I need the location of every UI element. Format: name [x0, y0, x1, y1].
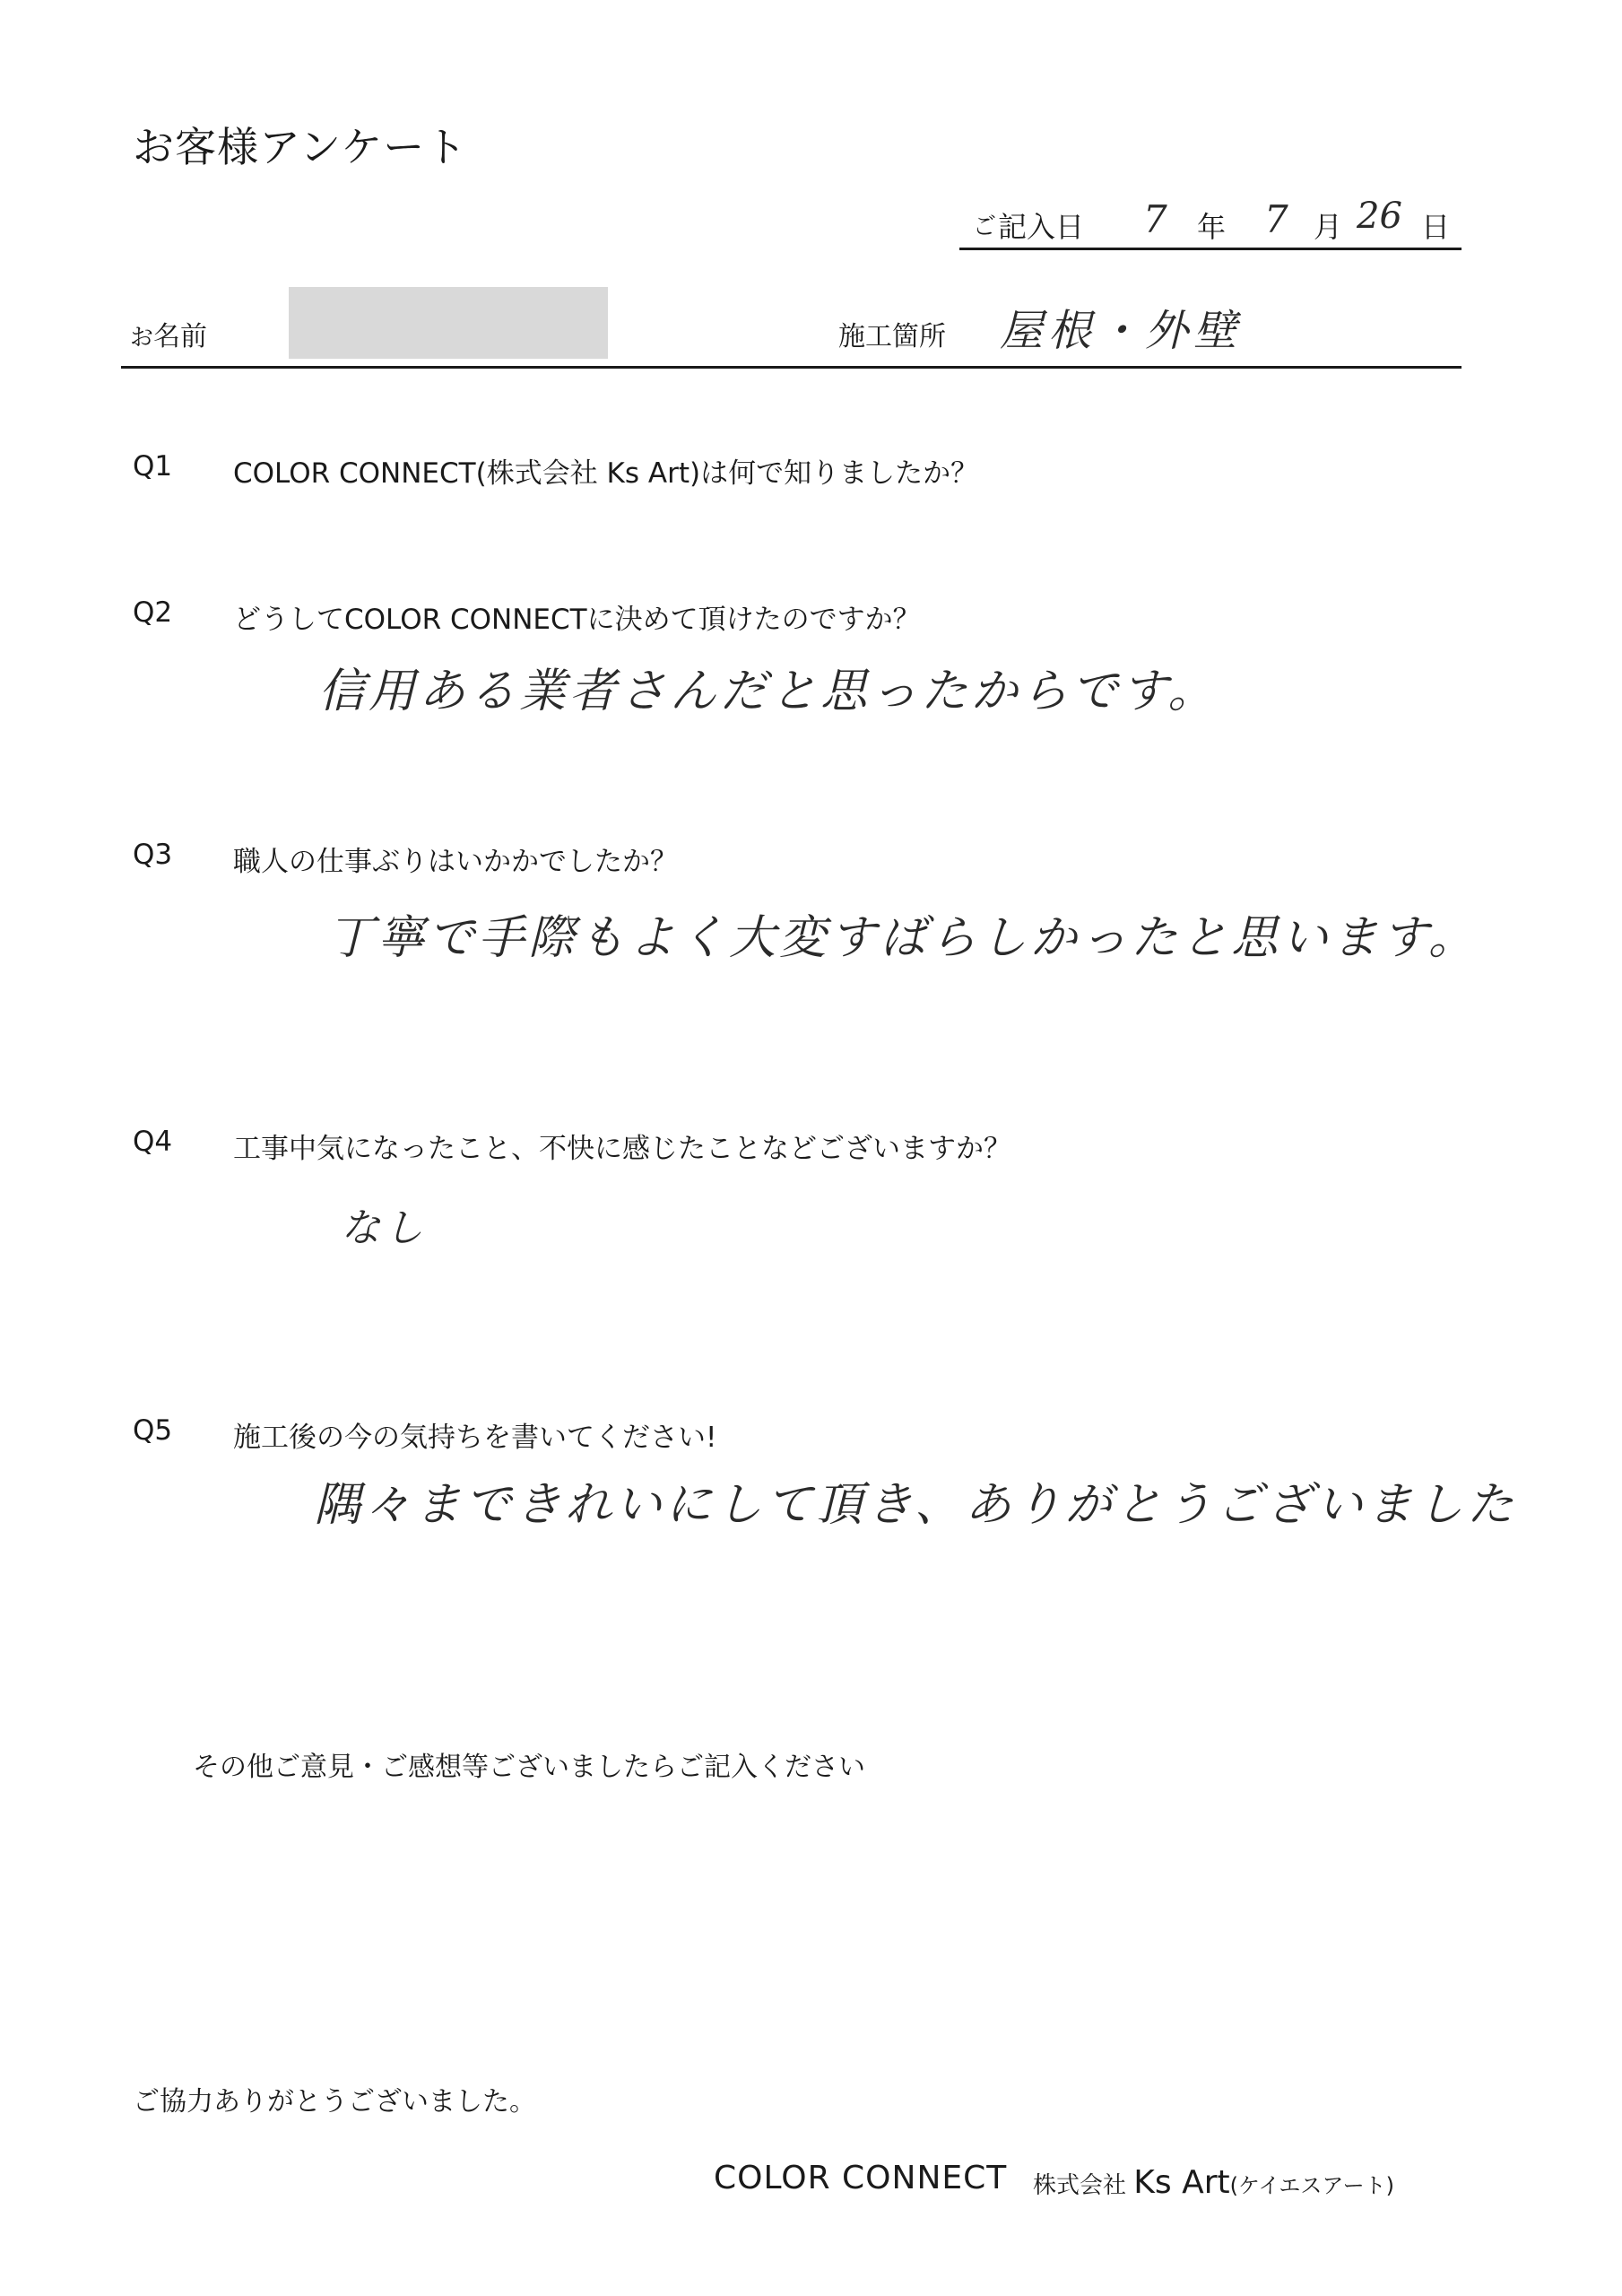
location-label: 施工箇所	[838, 321, 946, 352]
question-4-number: Q4	[133, 1126, 173, 1158]
footer-company-name	[1033, 2164, 1394, 2201]
entry-date-year-unit: 年	[1197, 210, 1227, 244]
footer-company-ks-art: Ks Art	[1133, 2164, 1230, 2201]
name-row-underline	[121, 366, 1462, 369]
footer-company-prefix: 株式会社	[1033, 2172, 1127, 2199]
question-1-number: Q1	[133, 450, 173, 483]
question-5-text: 施工後の今の気持ちを書いてください!	[233, 1422, 717, 1454]
entry-date-day-unit: 日	[1421, 210, 1451, 244]
entry-date-year: 7	[1143, 197, 1167, 241]
name-prefix: お	[130, 325, 154, 352]
entry-date-label: ご記入日	[973, 210, 1085, 244]
form-title: お客様アンケート	[133, 123, 468, 171]
entry-date-day: 26	[1357, 196, 1402, 237]
entry-date-month: 7	[1264, 197, 1288, 241]
location-value: 屋根・外壁	[1000, 306, 1243, 356]
question-2-number: Q2	[133, 596, 173, 629]
question-2-answer: 信用ある業者さんだと思ったからです。	[318, 665, 1219, 718]
footer-brand-logo: COLOR CONNECT	[714, 2160, 1008, 2196]
question-3-text: 職人の仕事ぶりはいかかでしたか？	[233, 846, 678, 878]
question-4-answer: なし	[341, 1205, 427, 1251]
question-2-text: どうしてCOLOR CONNECTに決めて頂けたのですか？	[233, 604, 921, 636]
other-comments-prompt: その他ご意見・ご感想等ございましたらご記入ください	[193, 1752, 865, 1783]
question-1-text: COLOR CONNECT(株式会社 Ks Art)は何で知りましたか？	[233, 457, 979, 490]
name-redacted-block	[289, 287, 608, 359]
question-3-number: Q3	[133, 839, 173, 871]
entry-date	[973, 196, 1462, 249]
footer-company-kana: (ケイエスアート)	[1229, 2173, 1395, 2198]
entry-date-month-unit: 月	[1314, 210, 1343, 244]
question-5-number: Q5	[133, 1414, 173, 1447]
question-4-text: 工事中気になったこと、不快に感じたことなどございますか？	[233, 1133, 1011, 1165]
date-underline	[959, 248, 1462, 250]
question-3-answer: 丁寧で手際もよく大変すばらしかったと思います。	[327, 911, 1479, 965]
entry-date-prefix: ご	[973, 213, 997, 240]
name-label: お名前	[130, 321, 208, 352]
thank-you-note: ご協力ありがとうございました。	[133, 2086, 536, 2118]
question-5-answer: 隅々まできれいにして頂き、ありがとうございました	[314, 1478, 1517, 1532]
